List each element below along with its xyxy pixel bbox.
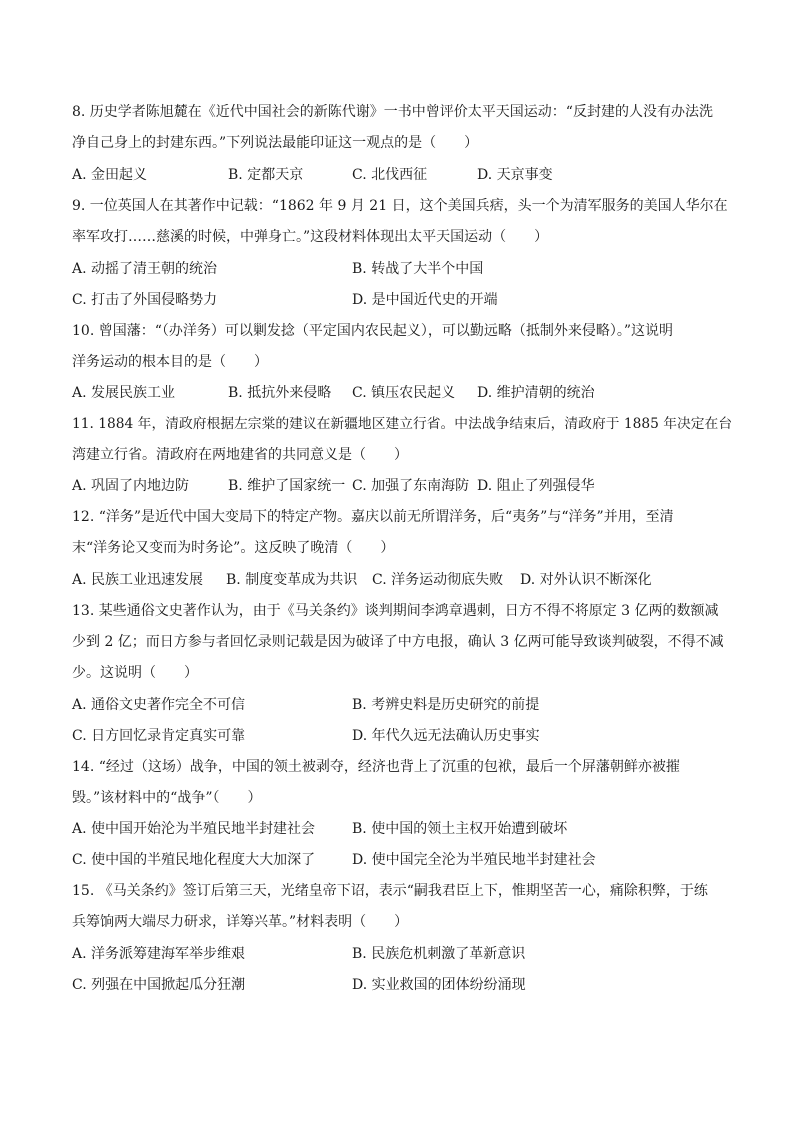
question-8-line-1: 8. 历史学者陈旭麓在《近代中国社会的新陈代谢》一书中曾评价太平天国运动：“反封建的人没有办法洗 xyxy=(72,104,713,120)
question-15-option-c: C. 列强在中国掀起瓜分狂潮 xyxy=(72,977,246,993)
question-14-line-1: 14. “经过（这场）战争，中国的领土被剥夺，经济也背上了沉重的包袱，最后一个屏藩朝鲜亦被摧 xyxy=(72,759,680,775)
question-12-option-c: C. 洋务运动彻底失败 xyxy=(372,572,504,588)
question-10-line-1: 10. 曾国藩：“（办洋务）可以剿发捻（平定国内农民起义），可以勤远略（抵制外来侵略）。”这说明 xyxy=(72,323,674,339)
question-15-line-2: 兵筹饷两大端尽力研求，详筹兴革。”材料表明（ ） xyxy=(72,914,409,930)
question-10-option-b: B. 抵抗外来侵略 xyxy=(228,385,332,401)
question-14-option-c: C. 使中国的半殖民地化程度大大加深了 xyxy=(72,852,316,868)
question-13-line-3: 少。这说明（ ） xyxy=(72,665,198,681)
question-13-option-c: C. 日方回忆录肯定真实可靠 xyxy=(72,728,246,744)
question-10-option-a: A. 发展民族工业 xyxy=(72,385,176,401)
question-11-line-2: 湾建立行省。清政府在两地建省的共同意义是（ ） xyxy=(72,447,408,463)
question-14-option-a: A. 使中国开始沦为半殖民地半封建社会 xyxy=(72,821,316,837)
question-13-option-b: B. 考辨史料是历史研究的前提 xyxy=(352,697,540,713)
question-10-option-d: D. 维护清朝的统治 xyxy=(477,385,595,401)
question-8-option-b: B. 定都天京 xyxy=(228,167,304,183)
question-8-option-d: D. 天京事变 xyxy=(477,167,553,183)
question-11-option-a: A. 巩固了内地边防 xyxy=(72,478,190,494)
question-14-option-b: B. 使中国的领土主权开始遭到破坏 xyxy=(352,821,568,837)
question-9-option-c: C. 打击了外国侵略势力 xyxy=(72,292,218,308)
question-9-option-d: D. 是中国近代史的开端 xyxy=(352,292,498,308)
question-14-option-d: D. 使中国完全沦为半殖民地半封建社会 xyxy=(352,852,596,868)
question-11-option-b: B. 维护了国家统一 xyxy=(228,478,346,494)
question-15-option-a: A. 洋务派筹建海军举步维艰 xyxy=(72,946,246,962)
question-11-option-d: D. 阻止了列强侵华 xyxy=(477,478,595,494)
question-9-option-b: B. 转战了大半个中国 xyxy=(352,261,484,277)
question-15-line-1: 15. 《马关条约》签订后第三天，光绪皇帝下诏，表示“嗣我君臣上下，惟期坚苦一心，痛除积弊，于练 xyxy=(72,883,708,899)
question-10-option-c: C. 镇压农民起义 xyxy=(352,385,456,401)
question-12-line-1: 12. “洋务”是近代中国大变局下的特定产物。嘉庆以前无所谓洋务，后“夷务”与“洋务”并用，至清 xyxy=(72,509,674,525)
question-8-option-a: A. 金田起义 xyxy=(72,167,148,183)
question-14-line-2: 毁。”该材料中的“战争”（ ） xyxy=(72,790,262,806)
question-13-option-d: D. 年代久远无法确认历史事实 xyxy=(352,728,540,744)
question-12-option-d: D. 对外认识不断深化 xyxy=(520,572,652,588)
question-8-line-2: 净自己身上的封建东西。”下列说法最能印证这一观点的是（ ） xyxy=(72,135,479,151)
question-11-option-c: C. 加强了东南海防 xyxy=(352,478,470,494)
question-9-line-1: 9. 一位英国人在其著作中记载：“1862 年 9 月 21 日，这个美国兵痞，头一个为清军服务的美国人华尔在 xyxy=(72,198,728,214)
question-15-option-d: D. 实业救国的团体纷纷涌现 xyxy=(352,977,526,993)
question-13-line-2: 少到 2 亿；而日方参与者回忆录则记载是因为破译了中方电报，确认 3 亿两可能导致谈判破裂，不得不减 xyxy=(72,634,724,650)
question-10-line-2: 洋务运动的根本目的是（ ） xyxy=(72,354,268,370)
question-12-option-b: B. 制度变革成为共识 xyxy=(226,572,358,588)
question-9-line-2: 率军攻打……慈溪的时候，中弹身亡。”这段材料体现出太平天国运动（ ） xyxy=(72,229,549,245)
question-12-line-2: 末“洋务论又变而为时务论”。这反映了晚清（ ） xyxy=(72,540,395,556)
question-15-option-b: B. 民族危机刺激了革新意识 xyxy=(352,946,526,962)
question-9-option-a: A. 动摇了清王朝的统治 xyxy=(72,261,218,277)
question-11-line-1: 11. 1884 年，清政府根据左宗棠的建议在新疆地区建立行省。中法战争结束后，清政府于 1885 年决定在台 xyxy=(72,416,733,432)
question-8-option-c: C. 北伐西征 xyxy=(352,167,428,183)
question-13-option-a: A. 通俗文史著作完全不可信 xyxy=(72,697,246,713)
question-13-line-1: 13. 某些通俗文史著作认为，由于《马关条约》谈判期间李鸿章遇刺，日方不得不将原定 3 亿两的数额减 xyxy=(72,603,719,619)
question-12-option-a: A. 民族工业迅速发展 xyxy=(72,572,204,588)
